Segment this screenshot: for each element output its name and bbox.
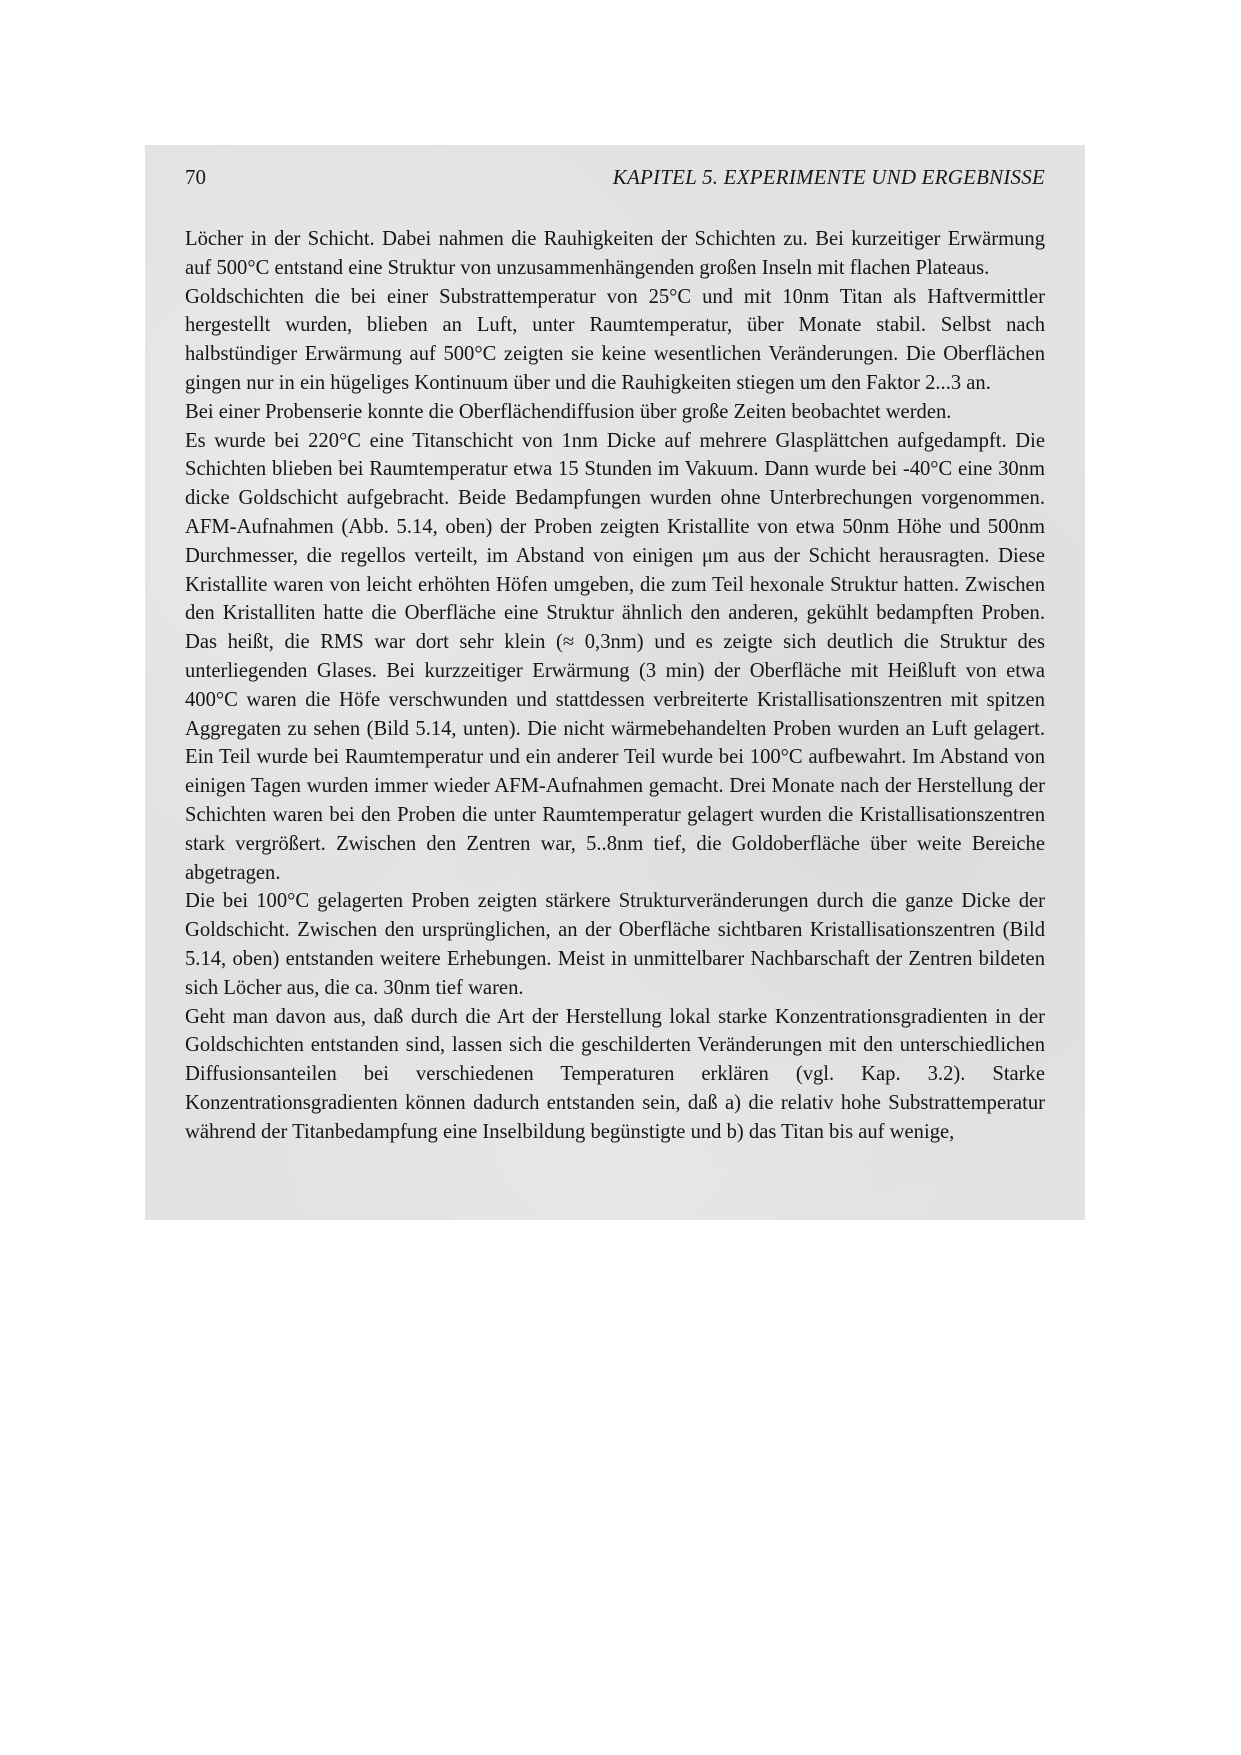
paragraph-3: Bei einer Probenserie konnte die Oberflächendiffusion über große Zeiten beobachtet werden. bbox=[185, 400, 952, 423]
scanned-page bbox=[145, 145, 1085, 1220]
paragraph-5: Die bei 100°C gelagerten Proben zeigten stärkere Strukturveränderungen durch die ganze Dicke der Goldschicht. Zwischen den ursprünglichen, an der Oberfläche sichtbaren Kristallisationszentren (Bild 5.14, oben) entstanden weitere Erhebungen. Meist in unmittelbarer Nachbarschaft der Zentren bildeten sich Löcher aus, die ca. 30nm tief waren. bbox=[185, 890, 1045, 999]
body-text bbox=[185, 225, 1045, 1147]
running-head: KAPITEL 5. EXPERIMENTE UND ERGEBNISSE bbox=[612, 165, 1045, 189]
paragraph-6: Geht man davon aus, daß durch die Art der Herstellung lokal starke Konzentrationsgradienten in der Goldschichten entstanden sind, lassen sich die geschilderten Veränderungen mit den unterschiedlichen Diffusionsanteilen bei verschiedenen Temperaturen erklären (vgl. Kap. 3.2). Starke Konzentrationsgradienten können dadurch entstanden sein, daß a) die relativ hohe Substrattemperatur während der Titanbedampfung eine Inselbildung begünstigte und b) das Titan bis auf wenige, bbox=[185, 1005, 1045, 1143]
paragraph-1: Löcher in der Schicht. Dabei nahmen die Rauhigkeiten der Schichten zu. Bei kurzeitiger Erwärmung auf 500°C entstand eine Struktur von unzusammenhängenden großen Inseln mit flachen Plateaus. bbox=[185, 228, 1045, 279]
paragraph-2: Goldschichten die bei einer Substrattemperatur von 25°C und mit 10nm Titan als Haftvermittler hergestellt wurden, blieben an Luft, unter Raumtemperatur, über Monate stabil. Selbst nach halbstündiger Erwärmung auf 500°C zeigten sie keine wesentlichen Veränderungen. Die Oberflächen gingen nur in ein hügeliges Kontinuum über und die Rauhigkeiten stiegen um den Faktor 2...3 an. bbox=[185, 285, 1045, 394]
page-number: 70 bbox=[185, 165, 206, 189]
paragraph-4: Es wurde bei 220°C eine Titanschicht von 1nm Dicke auf mehrere Glasplättchen aufgedampft. Die Schichten blieben bei Raumtemperatur etwa 15 Stunden im Vakuum. Dann wurde bei -40°C eine 30nm dicke Goldschicht aufgebracht. Beide Bedampfungen wurden ohne Unterbrechungen vorgenommen. AFM-Aufnahmen (Abb. 5.14, oben) der Proben zeigten Kristallite von etwa 50nm Höhe und 500nm Durchmesser, die regellos verteilt, im Abstand von einigen μm aus der Schicht herausragten. Diese Kristallite waren von leicht erhöhten Höfen umgeben, die zum Teil hexonale Struktur hatten. Zwischen den Kristalliten hatte die Oberfläche eine Struktur ähnlich den anderen, gekühlt bedampften Proben. Das heißt, die RMS war dort sehr klein (≈ 0,3nm) und es zeigte sich deutlich die Struktur des unterliegenden Glases. Bei kurzzeitiger Erwärmung (3 min) der Oberfläche mit Heißluft von etwa 400°C waren die Höfe verschwunden und stattdessen verbreiterte Kristallisationszentren mit spitzen Aggregaten zu sehen (Bild 5.14, unten). Die nicht wärmebehandelten Proben wurden an Luft gelagert. Ein Teil wurde bei Raumtemperatur und ein anderer Teil wurde bei 100°C aufbewahrt. Im Abstand von einigen Tagen wurden immer wieder AFM-Aufnahmen gemacht. Drei Monate nach der Herstellung der Schichten waren bei den Proben die unter Raumtemperatur gelagert wurden die Kristallisationszentren stark vergrößert. Zwischen den Zentren war, 5..8nm tief, die Goldoberfläche über weite Bereiche abgetragen. bbox=[185, 429, 1045, 884]
page-header bbox=[185, 165, 1045, 201]
